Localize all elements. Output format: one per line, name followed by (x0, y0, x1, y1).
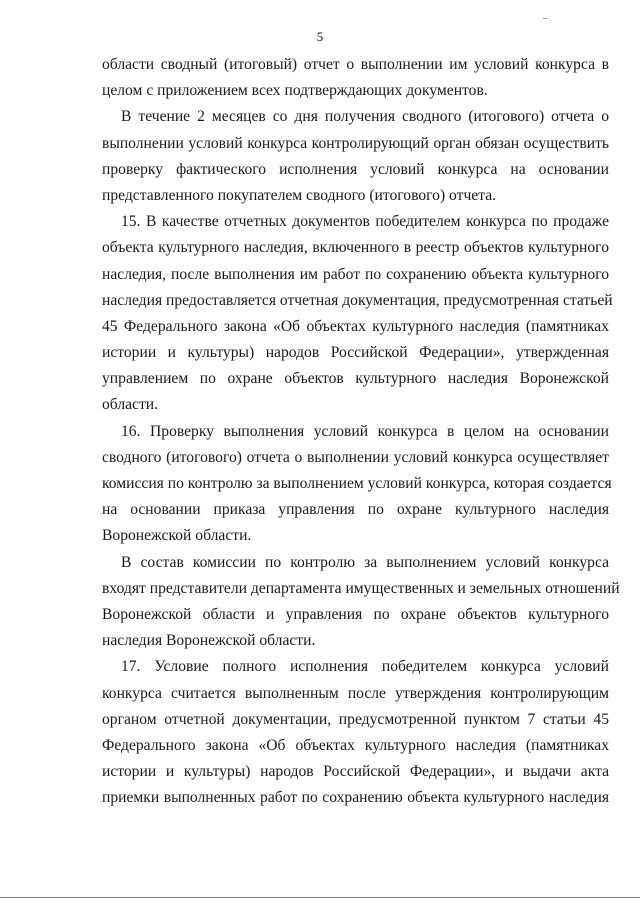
text-line: Воронежской области и управления по охране объектов культурного (102, 605, 609, 623)
text-line: В течение 2 месяцев со дня получения сводного (итогового) отчета о (121, 108, 609, 126)
text-line: области. (102, 396, 159, 414)
text-line: входят представители департамента имущественных и земельных отношений (102, 579, 620, 597)
text-line: 17. Условие полного исполнения победителем конкурса условий (121, 658, 609, 676)
text-line: приемки выполненных работ по сохранению объекта культурного наследия (102, 789, 609, 807)
text-line: Воронежской области. (102, 527, 252, 545)
text-line: истории и культуры) народов Российской Федерации», и выдачи акта (102, 763, 609, 781)
text-line: 16. Проверку выполнения условий конкурса в целом на основании (121, 422, 609, 440)
text-line: Федерального закона «Об объектах культурного наследия (памятниках (102, 736, 609, 754)
text-line: проверку фактического исполнения условий конкурса на основании (102, 160, 609, 178)
text-line: наследия предоставляется отчетная документация, предусмотренная статьей (102, 291, 613, 309)
text-line: объекта культурного наследия, включенного в реестр объектов культурного (102, 239, 609, 257)
text-line: наследия Воронежской области. (102, 632, 316, 650)
page-bottom-edge (0, 897, 640, 898)
text-line: органом отчетной документации, предусмотренной пунктом 7 статьи 45 (102, 710, 609, 728)
text-line: выполнении условий конкурса контролирующий орган обязан осуществить (102, 134, 609, 152)
text-line: представленного покупателем сводного (итогового) отчета. (102, 186, 497, 204)
scan-mark (543, 18, 547, 19)
page-number: 5 (316, 29, 324, 44)
text-line: 45 Федерального закона «Об объектах культурного наследия (памятниках (102, 317, 609, 335)
text-line: целом с приложением всех подтверждающих документов. (102, 82, 488, 100)
text-line: комиссия по контролю за выполнением условий конкурса, которая создается (102, 475, 612, 492)
text-line: конкурса считается выполненным после утверждения контролирующим (102, 684, 609, 702)
text-line: на основании приказа управления по охране культурного наследия (102, 501, 609, 519)
text-line: 15. В качестве отчетных документов победителем конкурса по продаже (121, 213, 609, 231)
text-line: области сводный (итоговый) отчет о выполнении им условий конкурса в (102, 56, 609, 73)
document-body (102, 52, 620, 811)
text-line: В состав комиссии по контролю за выполнением условий конкурса (121, 553, 609, 571)
text-line: сводного (итогового) отчета о выполнении условий конкурса осуществляет (102, 448, 609, 466)
text-line: истории и культуры) народов Российской Федерации», утвержденная (102, 344, 609, 362)
text-line: управлением по охране объектов культурного наследия Воронежской (102, 370, 609, 388)
text-line: наследия, после выполнения им работ по сохранению объекта культурного (102, 265, 609, 283)
